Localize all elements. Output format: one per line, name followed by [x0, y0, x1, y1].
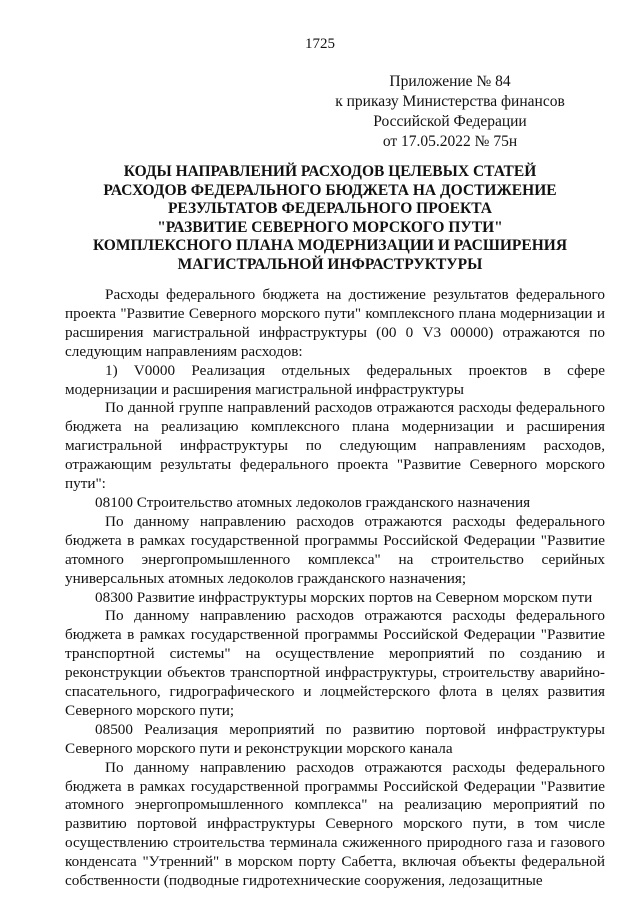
title-line: РАСХОДОВ ФЕДЕРАЛЬНОГО БЮДЖЕТА НА ДОСТИЖЕНИЕ [103, 181, 557, 199]
expense-code-heading: 08100 Строительство атомных ледоколов гражданского назначения [95, 493, 531, 511]
appendix-header [320, 72, 580, 152]
appendix-date: от 17.05.2022 № 75н [382, 133, 518, 150]
page-number: 1725 [305, 36, 335, 52]
section-heading: 1) V0000 Реализация отдельных федеральных проектов в сфере модернизации и расширения магистральной инфраструктуры [65, 361, 605, 398]
body-paragraph: По данному направлению расходов отражаются расходы федерального бюджета в рамках государственной программы Российской Федерации "Развитие атомного энергопромышленного комплекса" на строительство серийных универсальных атомных ледоколов гражданского назначения; [65, 512, 605, 587]
expense-code-heading: 08500 Реализация мероприятий по развитию портовой инфраструктуры Северного морского пути и реконструкции морского канала [65, 720, 605, 757]
body-paragraph: По данному направлению расходов отражаются расходы федерального бюджета в рамках государственной программы Российской Федерации "Развитие транспортной системы" на осуществление мероприятий по созданию и реконструкции объектов транспортной инфраструктуры, строительству аварийно-спасательного, гидрографического и лоцмейстерского флота в целях развития Северного морского пути; [65, 607, 605, 719]
title-line: "РАЗВИТИЕ СЕВЕРНОГО МОРСКОГО ПУТИ" [157, 218, 503, 236]
title-line: МАГИСТРАЛЬНОЙ ИНФРАСТРУКТУРЫ [177, 255, 483, 273]
document-title [60, 163, 600, 275]
body-paragraph: По данной группе направлений расходов отражаются расходы федерального бюджета на реализацию комплексного плана модернизации и расширения магистральной инфраструктуры по следующим направлениям расходов, отражающим результаты федерального проекта "Развитие Северного морского пути": [65, 399, 605, 493]
expense-code-heading: 08300 Развитие инфраструктуры морских портов на Северном морском пути [95, 588, 593, 606]
appendix-country: Российской Федерации [373, 113, 527, 130]
appendix-number: Приложение № 84 [389, 73, 511, 90]
title-line: КОДЫ НАПРАВЛЕНИЙ РАСХОДОВ ЦЕЛЕВЫХ СТАТЕЙ [123, 163, 537, 180]
body-paragraph: Расходы федерального бюджета на достижение результатов федерального проекта "Развитие Северного морского пути" комплексного плана модернизации и расширения магистральной инфраструктуры (00 0 V3 00000) отражаются по следующим направлениям расходов: [65, 286, 605, 360]
body-paragraph: По данному направлению расходов отражаются расходы федерального бюджета в рамках государственной программы Российской Федерации "Развитие атомного энергопромышленного комплекса" на реализацию мероприятий по развитию портовой инфраструктуры Северного морского пути, в том числе осуществлению строительства терминала сжиженного природного газа и газового конденсата "Утренний" в морском порту Сабетта, включая объекты федеральной собственности (подводные гидротехнические сооружения, ледозащитные [65, 758, 605, 890]
title-line: РЕЗУЛЬТАТОВ ФЕДЕРАЛЬНОГО ПРОЕКТА [167, 200, 493, 218]
document-body [65, 286, 605, 891]
appendix-order: к приказу Министерства финансов [335, 93, 565, 110]
title-line: КОМПЛЕКСНОГО ПЛАНА МОДЕРНИЗАЦИИ И РАСШИРЕНИЯ [92, 237, 568, 255]
